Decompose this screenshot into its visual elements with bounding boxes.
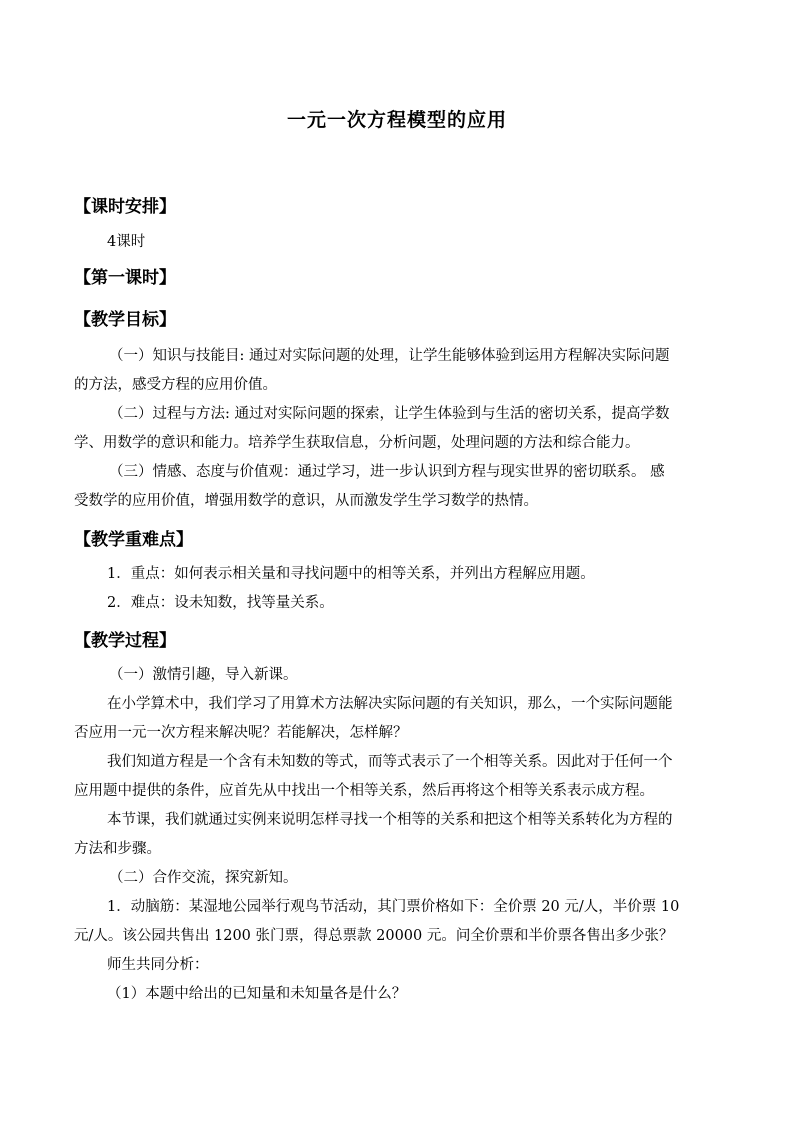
process-line: 本节课，我们就通过实例来说明怎样寻找一个相等的关系和把这个相等关系转化为方程的 [107, 812, 673, 828]
goals-line: （一）知识与技能目: 通过对实际问题的处理，让学生能够体验到运用方程解决实际问题 [109, 348, 670, 364]
goals-line: （二）过程与方法: 通过对实际问题的探索，让学生体验到与生活的密切关系，提高学数 [109, 406, 670, 422]
goals-line: 学、用数学的意识和能力。培养学生获取信息，分析问题，处理问题的方法和综合能力。 [74, 435, 640, 451]
process-line: 方法和步骤。 [74, 841, 161, 857]
process-line: 我们知道方程是一个含有未知数的等式，而等式表示了一个相等关系。因此对于任何一个 [107, 754, 673, 770]
goals-line: （三）情感、态度与价值观：通过学习，进一步认识到方程与现实世界的密切联系。 感 [109, 464, 665, 480]
keypoints-line: 1．重点：如何表示相关量和寻找问题中的相等关系，并列出方程解应用题。 [107, 566, 595, 582]
goals-line: 的方法，感受方程的应用价值。 [74, 377, 277, 393]
keypoints-line: 2．难点：设未知数，找等量关系。 [107, 595, 334, 611]
process-line: 应用题中提供的条件，应首先从中找出一个相等关系，然后再将这个相等关系表示成方程。 [74, 783, 654, 799]
process-line: 元/人。该公园共售出 1200 张门票，得总票款 20000 元。问全价票和半价票各售出多少张？ [74, 928, 674, 944]
heading-process: 【教学过程】 [74, 631, 176, 651]
process-line: （一）激情引趣，导入新课。 [109, 667, 298, 683]
heading-keypoints: 【教学重难点】 [74, 530, 193, 550]
goals-line: 受数学的应用价值，增强用数学的意识，从而激发学生学习数学的热情。 [74, 493, 538, 509]
heading-first-lesson: 【第一课时】 [74, 268, 176, 288]
process-line: 师生共同分析： [107, 957, 209, 973]
process-line: 否应用一元一次方程来解决呢？若能解决，怎样解？ [74, 725, 408, 741]
process-line: 1．动脑筋：某湿地公园举行观鸟节活动，其门票价格如下：全价票 20 元/人，半价票 10 [107, 899, 680, 915]
process-line: 在小学算术中，我们学习了用算术方法解决实际问题的有关知识，那么，一个实际问题能 [107, 696, 673, 712]
heading-goals: 【教学目标】 [74, 310, 176, 330]
schedule-content: 4课时 [107, 234, 146, 250]
heading-schedule: 【课时安排】 [74, 197, 176, 217]
process-line: （1）本题中给出的已知量和未知量各是什么？ [107, 986, 407, 1002]
page-title: 一元一次方程模型的应用 [286, 109, 507, 131]
process-line: （二）合作交流，探究新知。 [109, 870, 298, 886]
